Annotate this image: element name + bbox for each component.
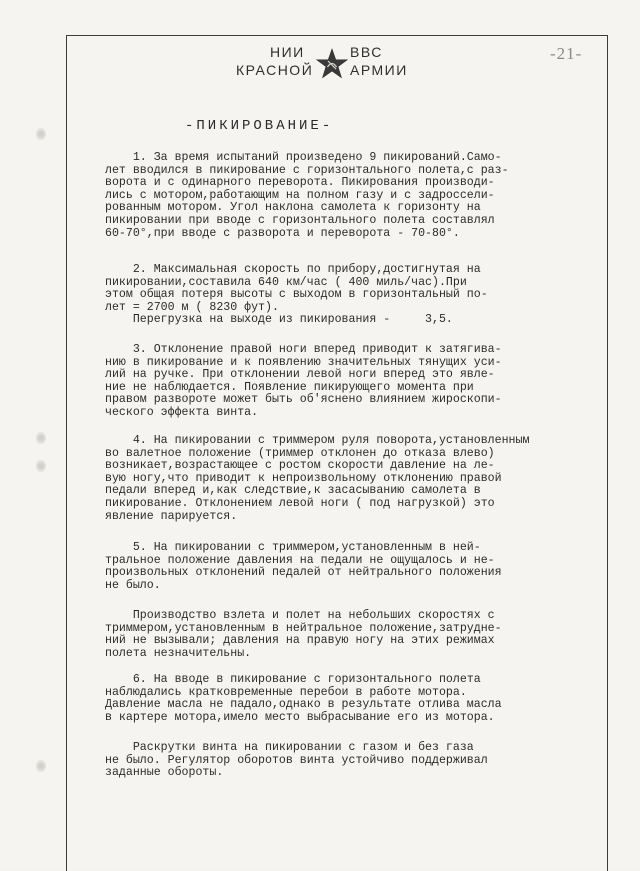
letterhead <box>0 44 640 84</box>
paragraph-8: Раскрутки винта на пикировании с газом и без газа не было. Регулятор оборотов винта устойчиво поддерживал заданные обороты. <box>105 741 488 780</box>
letterhead-army: АРМИИ <box>350 62 408 78</box>
punch-hole <box>36 128 46 140</box>
paragraph-5: 5. На пикировании с триммером,установленным в ней- тральное положение давления на педали не ощущалось и не- произвольных отклонений педалей от нейтрального положения не было. <box>105 541 502 592</box>
punch-hole <box>36 460 46 472</box>
paragraph-6: Производство взлета и полет на небольших скоростях с триммером,установленным в нейтральное положение,затрудне- ний не вызывали; давления на правую ногу на этих режимах полета незначительны. <box>105 609 502 660</box>
red-star-emblem-icon <box>316 48 348 80</box>
document-title: -ПИКИРОВАНИЕ- <box>185 118 334 134</box>
paragraph-3: 3. Отклонение правой ноги вперед приводит к затягива- нию в пикирование и к появлению значительных тянущих уси- лий на ручке. При отклонении левой ноги вперед это явле- ние не наблюдается. Появление пикирующего момента при правом развороте может быть об'яснено влиянием жироскопи- ческого эффекта винта. <box>105 343 502 419</box>
letterhead-vvs: ВВС <box>350 44 383 60</box>
paragraph-7: 6. На вводе в пикирование с горизонтального полета наблюдались кратковременные перебои в работе мотора. Давление масла не падало,однако в результате отлива масла в картере мотора,имело место выбрасывание его из мотора. <box>105 673 502 724</box>
paragraph-4: 4. На пикировании с триммером руля поворота,установленным во валетное положение (триммер отклонен до отказа влево) возникает,возрастающее с ростом скорости давление на ле- вую ногу,что приводит к непроизвольному отклонению правой педали вперед и,как следствие,к засасыванию самолета в пикирование. Отклонением левой ноги ( под нагрузкой) это явление парируется. <box>105 434 530 523</box>
paragraph-1: 1. За время испытаний произведено 9 пикирований.Само- лет вводился в пикирование с горизонтального полета,с раз- ворота и с одинарного переворота. Пикирования производи- лись с мотором,работающим на полном газу и с задроссели- рованным мотором. Угол наклона самолета к горизонту на пикировании при вводе с горизонтального полета составлял 60-70°,при вводе с разворота и переворота - 70-80°. <box>105 151 509 240</box>
punch-hole <box>36 760 46 772</box>
letterhead-red: КРАСНОЙ <box>236 62 314 78</box>
letterhead-nii: НИИ <box>270 44 305 60</box>
punch-hole <box>36 432 46 444</box>
paragraph-2: 2. Максимальная скорость по прибору,достигнутая на пикировании,составила 640 км/час ( 400 миль/час).При этом общая потеря высоты с выходом в горизонтальный по- лет = 2700 м ( 8230 фут). Перегрузка на выходе из пикирования - 3,5. <box>105 263 488 327</box>
page-number: -21- <box>550 44 583 63</box>
